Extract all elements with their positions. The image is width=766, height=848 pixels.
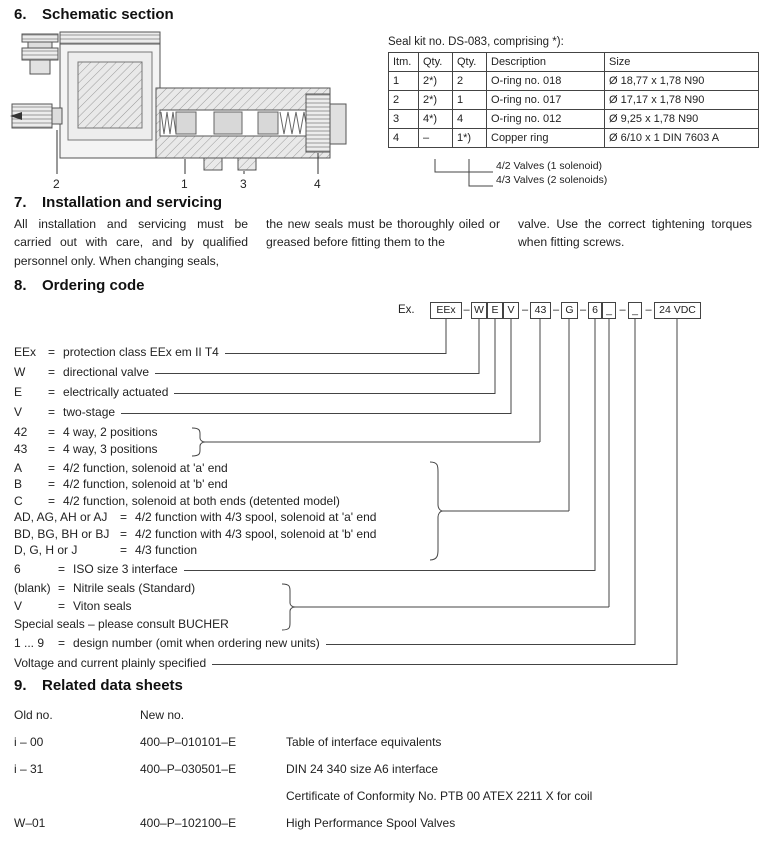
legend-row-d: D, G, H or J = 4/3 function: [14, 543, 198, 557]
part-label-4: 4: [314, 177, 321, 191]
legend-key: 42: [14, 425, 28, 439]
section-8-heading: [14, 277, 145, 294]
code-box-v: V: [503, 302, 519, 319]
section-6-heading: [14, 6, 174, 23]
valve-schematic: [8, 26, 356, 198]
legend-key: 6: [14, 562, 21, 576]
col-header-qty2: Qty.: [453, 53, 487, 72]
legend-row-eex: EEx = protection class EEx em II T4: [14, 344, 766, 360]
new-no: [140, 789, 286, 808]
legend-key: W: [14, 365, 26, 379]
legend-key: D, G, H or J: [14, 543, 78, 557]
section-title: Schematic section: [42, 6, 174, 23]
code-box-e: E: [487, 302, 503, 319]
legend-row-a: A = 4/2 function, solenoid at 'a' end: [14, 461, 228, 475]
legend-key: A: [14, 461, 23, 475]
seal-kit-block: [388, 36, 760, 186]
table-row: 1 2*) 2 O-ring no. 018 Ø 18,77 x 1,78 N90: [389, 72, 759, 91]
valve-cross-section-drawing: [8, 26, 356, 176]
legend-row-43: 43 = 4 way, 3 positions: [14, 442, 158, 456]
code-box-g: G: [561, 302, 578, 319]
code-box-6: 6: [588, 302, 602, 319]
legend-key: 1 ... 9: [14, 636, 45, 650]
col-header-qty1: Qty.: [419, 53, 453, 72]
table-row: 2 2*) 1 O-ring no. 017 Ø 17,17 x 1,78 N90: [389, 91, 759, 110]
code-separator: –: [463, 304, 470, 316]
seal-kit-footnote-1: 4/2 Valves (1 solenoid): [496, 160, 603, 172]
sheet-description: DIN 24 340 size A6 interface: [286, 762, 439, 776]
ordering-code-block: [0, 300, 766, 680]
legend-key: Voltage and current plainly specified: [14, 656, 207, 670]
code-separator: –: [552, 304, 560, 316]
legend-row-e: E = electrically actuated: [14, 384, 766, 400]
code-separator: –: [645, 304, 652, 316]
col-header-size: Size: [605, 53, 759, 72]
legend-key: AD, AG, AH or AJ: [14, 510, 108, 524]
new-no: 400–P–010101–E: [140, 735, 237, 749]
old-no: i – 00: [14, 735, 44, 749]
legend-row-design-number: 1 ... 9 = design number (omit when ordering new units): [14, 635, 766, 651]
legend-row-bd: BD, BG, BH or BJ = 4/2 function with 4/3 spool, solenoid at 'b' end: [14, 527, 377, 541]
text-column-1: All installation and servicing must be carried out with care, and by qualified personnel only. When changing seals,: [14, 217, 248, 268]
old-no: W–01: [14, 816, 46, 830]
table-header-row: [389, 53, 759, 72]
old-no: [14, 789, 140, 808]
part-label-2: 2: [53, 177, 60, 191]
legend-key: (blank): [14, 581, 51, 595]
section-title: Related data sheets: [42, 677, 183, 694]
code-box-design-blank: _: [628, 302, 642, 319]
col-header-itm: Itm.: [389, 53, 419, 72]
col-header-new-no: New no.: [140, 708, 185, 722]
text-column-3: valve. Use the correct tightening torques when fitting screws.: [518, 217, 752, 250]
section-title: Ordering code: [42, 277, 145, 294]
legend-key: V: [14, 405, 23, 419]
sheet-description: Certificate of Conformity No. PTB 00 ATEX 2211 X for coil: [286, 789, 593, 803]
section-number: 7.: [14, 194, 27, 211]
legend-row-w: W = directional valve: [14, 364, 766, 380]
legend-row-blank-seals: (blank) = Nitrile seals (Standard): [14, 581, 196, 595]
code-separator: –: [619, 304, 626, 316]
footnote-bracket-lines: [388, 159, 508, 193]
connector-line: [121, 404, 511, 414]
section-number: 6.: [14, 6, 27, 23]
col-header-description: Description: [487, 53, 605, 72]
section-number: 8.: [14, 277, 27, 294]
legend-row-v: V = two-stage: [14, 404, 766, 420]
legend-key: V: [14, 599, 23, 613]
legend-row-6: 6 = ISO size 3 interface: [14, 561, 766, 577]
legend-row-ad: AD, AG, AH or AJ = 4/2 function with 4/3 spool, solenoid at 'a' end: [14, 510, 377, 524]
new-no: 400–P–030501–E: [140, 762, 237, 776]
connector-line: [155, 364, 479, 374]
legend-row-voltage: [14, 655, 766, 671]
table-row: 4 – 1*) Copper ring Ø 6/10 x 1 DIN 7603 A: [389, 129, 759, 148]
section-9-heading: [14, 677, 183, 694]
part-label-3: 3: [240, 177, 247, 191]
legend-row-special-seals: [14, 616, 766, 632]
new-no: 400–P–102100–E: [140, 816, 237, 830]
installation-text: [14, 215, 752, 270]
connector-line: [174, 384, 495, 394]
seal-kit-footnote-2: 4/3 Valves (2 solenoids): [496, 174, 608, 186]
code-box-eex: EEx: [430, 302, 462, 319]
legend-row-viton: V = Viton seals: [14, 599, 132, 613]
legend-key: B: [14, 477, 23, 491]
legend-key: C: [14, 494, 23, 508]
legend-row-c: C = 4/2 function, solenoid at both ends (detented model): [14, 494, 340, 508]
text-column-2: the new seals must be thoroughly oiled or greased before fitting them to the: [266, 217, 500, 250]
section-title: Installation and servicing: [42, 194, 223, 211]
table-row: 3 4*) 4 O-ring no. 012 Ø 9,25 x 1,78 N90: [389, 110, 759, 129]
col-header-old-no: Old no.: [14, 708, 53, 722]
code-box-43: 43: [530, 302, 551, 319]
code-box-seal-blank: _: [602, 302, 616, 319]
sheet-description: Table of interface equivalents: [286, 735, 442, 749]
code-box-voltage: 24 VDC: [654, 302, 701, 319]
code-separator: –: [521, 304, 529, 316]
connector-line: [225, 344, 446, 354]
legend-key: E: [14, 385, 23, 399]
legend-row-b: B = 4/2 function, solenoid at 'b' end: [14, 477, 228, 491]
old-no: i – 31: [14, 762, 44, 776]
example-label: Ex.: [398, 304, 415, 316]
connector-line: [326, 635, 635, 645]
legend-key: EEx: [14, 345, 37, 359]
section-number: 9.: [14, 677, 27, 694]
legend-key: 43: [14, 442, 28, 456]
code-separator: –: [579, 304, 587, 316]
legend-key: BD, BG, BH or BJ: [14, 527, 110, 541]
section-7-heading: [14, 194, 222, 211]
legend-row-42: 42 = 4 way, 2 positions: [14, 425, 158, 439]
code-box-w: W: [471, 302, 487, 319]
connector-line: [184, 561, 595, 571]
part-label-1: 1: [181, 177, 188, 191]
col-header-blank: [286, 708, 754, 727]
legend-key: Special seals – please consult BUCHER: [14, 617, 229, 631]
sheet-description: High Performance Spool Valves: [286, 816, 456, 830]
seal-kit-caption: Seal kit no. DS-083, comprising *):: [388, 36, 564, 48]
connector-line: [212, 655, 677, 665]
related-data-sheets-table: [14, 708, 754, 835]
seal-kit-table: [388, 52, 759, 148]
